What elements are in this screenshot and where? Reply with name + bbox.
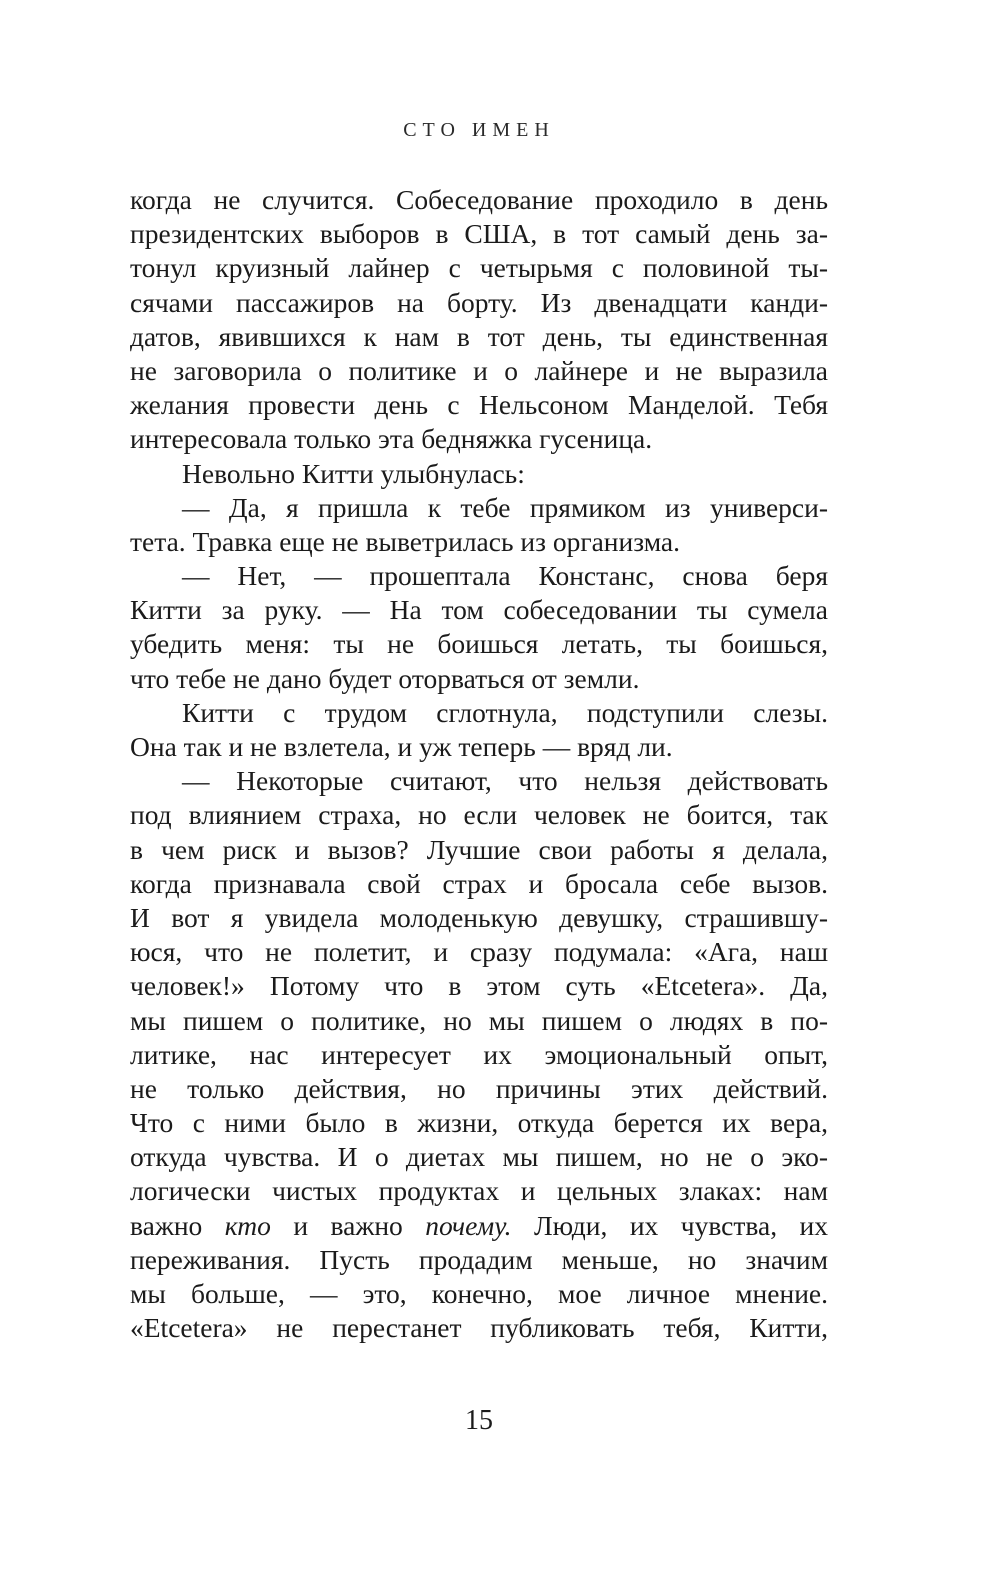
- paragraph: [130, 764, 828, 1345]
- text-line: когда признавала свой страх и бросала себе вызов.: [130, 867, 828, 899]
- text-segment: Люди, их чувства, их: [511, 1209, 828, 1241]
- paragraph: [130, 559, 828, 696]
- running-head: СТО ИМЕН: [403, 119, 555, 141]
- text-line: что тебе не дано будет оторваться от земли.: [130, 662, 640, 694]
- text-line: юся, что не полетит, и сразу подумала: «Ага, наш: [130, 936, 828, 968]
- text-line: сячами пассажиров на борту. Из двенадцати канди-: [130, 286, 828, 318]
- text-line: датов, явившихся к нам в тот день, ты единственная: [130, 320, 828, 352]
- text-line: логически чистых продуктах и цельных злаках: нам: [130, 1175, 828, 1207]
- text-line: под влиянием страха, но если человек не боится, так: [130, 799, 828, 831]
- text-line: желания провести день с Нельсоном Манделой. Тебя: [130, 389, 828, 421]
- text-line: откуда чувства. И о диетах мы пишем, но не о эко-: [130, 1141, 828, 1173]
- text-line: не заговорила о политике и о лайнере и не выразила: [130, 354, 828, 386]
- page-number: 15: [465, 1405, 493, 1436]
- text-segment: важно: [130, 1209, 225, 1241]
- text-line: тета. Травка еще не выветрилась из организма.: [130, 525, 681, 557]
- text-line: И вот я увидела молоденькую девушку, страшившу-: [130, 901, 828, 933]
- text-block: [130, 183, 828, 1345]
- paragraph: [130, 696, 828, 764]
- text-line: Что с ними было в жизни, откуда берется их вера,: [130, 1107, 828, 1139]
- text-line: в чем риск и вызов? Лучшие свои работы я делала,: [130, 833, 828, 865]
- text-line: мы больше, — это, конечно, мое личное мнение.: [130, 1278, 828, 1309]
- emphasis-text: кто: [224, 1209, 271, 1241]
- text-line: — Нет, — прошептала Констанс, снова беря: [182, 560, 828, 592]
- paragraph: [130, 491, 828, 559]
- text-line: Китти с трудом сглотнула, подступили слезы.: [182, 696, 828, 728]
- text-line: — Некоторые считают, что нельзя действовать: [182, 765, 828, 797]
- text-line: Невольно Китти улыбнулась:: [182, 457, 525, 489]
- text-segment: и важно: [270, 1209, 426, 1241]
- text-line: переживания. Пусть продадим меньше, но значим: [130, 1243, 828, 1275]
- paragraph-continued: [130, 183, 828, 457]
- text-line: не только действия, но причины этих действий.: [130, 1072, 828, 1104]
- text-line: интересовала только эта бедняжка гусеница.: [130, 423, 653, 455]
- text-line: литике, нас интересует их эмоциональный опыт,: [130, 1038, 828, 1070]
- emphasis-text: почему.: [425, 1209, 512, 1241]
- text-line: человек!» Потому что в этом суть «Etcetera». Да,: [130, 970, 828, 1002]
- text-line: «Etcetera» не перестанет публиковать тебя, Китти,: [130, 1312, 828, 1344]
- paragraph: [130, 457, 828, 491]
- text-line: президентских выборов в США, в тот самый день за-: [130, 218, 828, 250]
- text-line: Китти за руку. — На том собеседовании ты сумела: [130, 594, 828, 626]
- text-line: мы пишем о политике, но мы пишем о людях в по-: [130, 1004, 828, 1036]
- text-line: когда не случится. Собеседование проходило в день: [130, 184, 828, 215]
- text-line: Она так и не взлетела, и уж теперь — вряд ли.: [130, 731, 673, 762]
- text-line-with-emphasis: [130, 1209, 828, 1243]
- text-line: убедить меня: ты не боишься летать, ты боишься,: [130, 628, 828, 660]
- text-line: тонул круизный лайнер с четырьмя с половиной ты-: [130, 252, 828, 284]
- text-line: — Да, я пришла к тебе прямиком из универси-: [182, 491, 828, 523]
